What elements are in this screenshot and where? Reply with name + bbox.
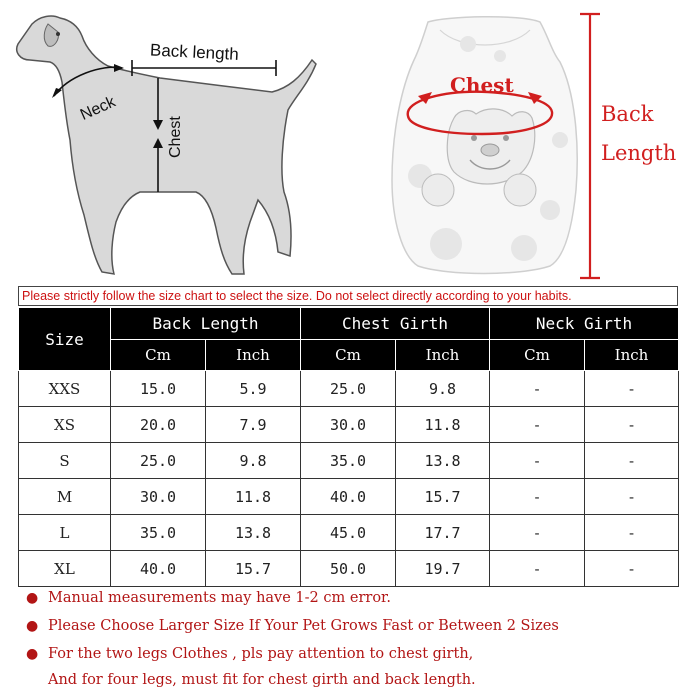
chest-girth-header: Chest Girth	[301, 308, 490, 340]
table-cell: -	[490, 407, 585, 443]
table-cell: 13.8	[396, 443, 490, 479]
table-cell: 25.0	[111, 443, 206, 479]
table-cell: 30.0	[301, 407, 396, 443]
table-cell: 15.7	[206, 551, 301, 587]
unit-header: Inch	[206, 340, 301, 371]
size-chart-table	[18, 307, 679, 587]
table-cell: 19.7	[396, 551, 490, 587]
note-item	[26, 618, 559, 634]
size-cell: XL	[19, 551, 111, 587]
table-cell: 15.7	[396, 479, 490, 515]
table-cell: 11.8	[396, 407, 490, 443]
note-text: Manual measurements may have 1-2 cm error.	[48, 590, 391, 606]
table-cell: 5.9	[206, 371, 301, 407]
table-cell: 9.8	[396, 371, 490, 407]
bullet-icon: ●	[26, 646, 39, 662]
bullet-icon: ●	[26, 618, 39, 634]
table-cell: -	[490, 551, 585, 587]
table-cell: 40.0	[111, 551, 206, 587]
size-header: Size	[19, 308, 111, 371]
table-cell: 20.0	[111, 407, 206, 443]
table-row	[19, 443, 679, 479]
table-cell: -	[585, 407, 679, 443]
bear-shirt-icon	[392, 17, 577, 274]
note-text: For the two legs Clothes , pls pay attention to chest girth,	[48, 646, 474, 662]
size-cell: L	[19, 515, 111, 551]
table-cell: 15.0	[111, 371, 206, 407]
table-cell: 35.0	[301, 443, 396, 479]
length-label: Length	[601, 141, 677, 165]
unit-header: Cm	[301, 340, 396, 371]
size-warning: Please strictly follow the size chart to select the size. Do not select directly according to your habits.	[18, 286, 678, 306]
table-cell: -	[490, 443, 585, 479]
chest-label: Chest	[167, 116, 184, 158]
size-cell: M	[19, 479, 111, 515]
unit-header: Cm	[490, 340, 585, 371]
shirt-chest-label: Chest	[450, 73, 514, 97]
back-length-header: Back Length	[111, 308, 301, 340]
table-cell: 25.0	[301, 371, 396, 407]
table-cell: 11.8	[206, 479, 301, 515]
unit-header: Inch	[396, 340, 490, 371]
table-row	[19, 551, 679, 587]
table-cell: 30.0	[111, 479, 206, 515]
table-cell: -	[585, 551, 679, 587]
size-cell: XXS	[19, 371, 111, 407]
unit-header: Cm	[111, 340, 206, 371]
back-length-label: Back length	[149, 40, 240, 65]
note-item	[26, 646, 473, 662]
table-cell: -	[585, 515, 679, 551]
table-row	[19, 371, 679, 407]
size-cell: S	[19, 443, 111, 479]
measurement-illustration	[0, 0, 699, 285]
neck-label: Neck	[77, 93, 119, 124]
table-cell: -	[585, 443, 679, 479]
note-text: Please Choose Larger Size If Your Pet Grows Fast or Between 2 Sizes	[48, 618, 559, 634]
note-text-continued: And for four legs, must fit for chest girth and back length.	[48, 672, 476, 688]
table-header-row	[19, 308, 679, 340]
table-cell: 40.0	[301, 479, 396, 515]
table-cell: 9.8	[206, 443, 301, 479]
table-cell: -	[585, 371, 679, 407]
table-cell: 35.0	[111, 515, 206, 551]
table-cell: -	[490, 515, 585, 551]
size-cell: XS	[19, 407, 111, 443]
table-cell: 17.7	[396, 515, 490, 551]
back-label: Back	[601, 102, 654, 126]
note-item	[26, 590, 391, 606]
bullet-icon: ●	[26, 590, 39, 606]
neck-girth-header: Neck Girth	[490, 308, 679, 340]
table-row	[19, 407, 679, 443]
table-row	[19, 515, 679, 551]
table-row	[19, 479, 679, 515]
table-cell: 45.0	[301, 515, 396, 551]
unit-header: Inch	[585, 340, 679, 371]
table-cell: 50.0	[301, 551, 396, 587]
table-cell: -	[585, 479, 679, 515]
table-cell: -	[490, 371, 585, 407]
table-unit-row	[19, 340, 679, 371]
table-cell: -	[490, 479, 585, 515]
table-cell: 13.8	[206, 515, 301, 551]
table-cell: 7.9	[206, 407, 301, 443]
